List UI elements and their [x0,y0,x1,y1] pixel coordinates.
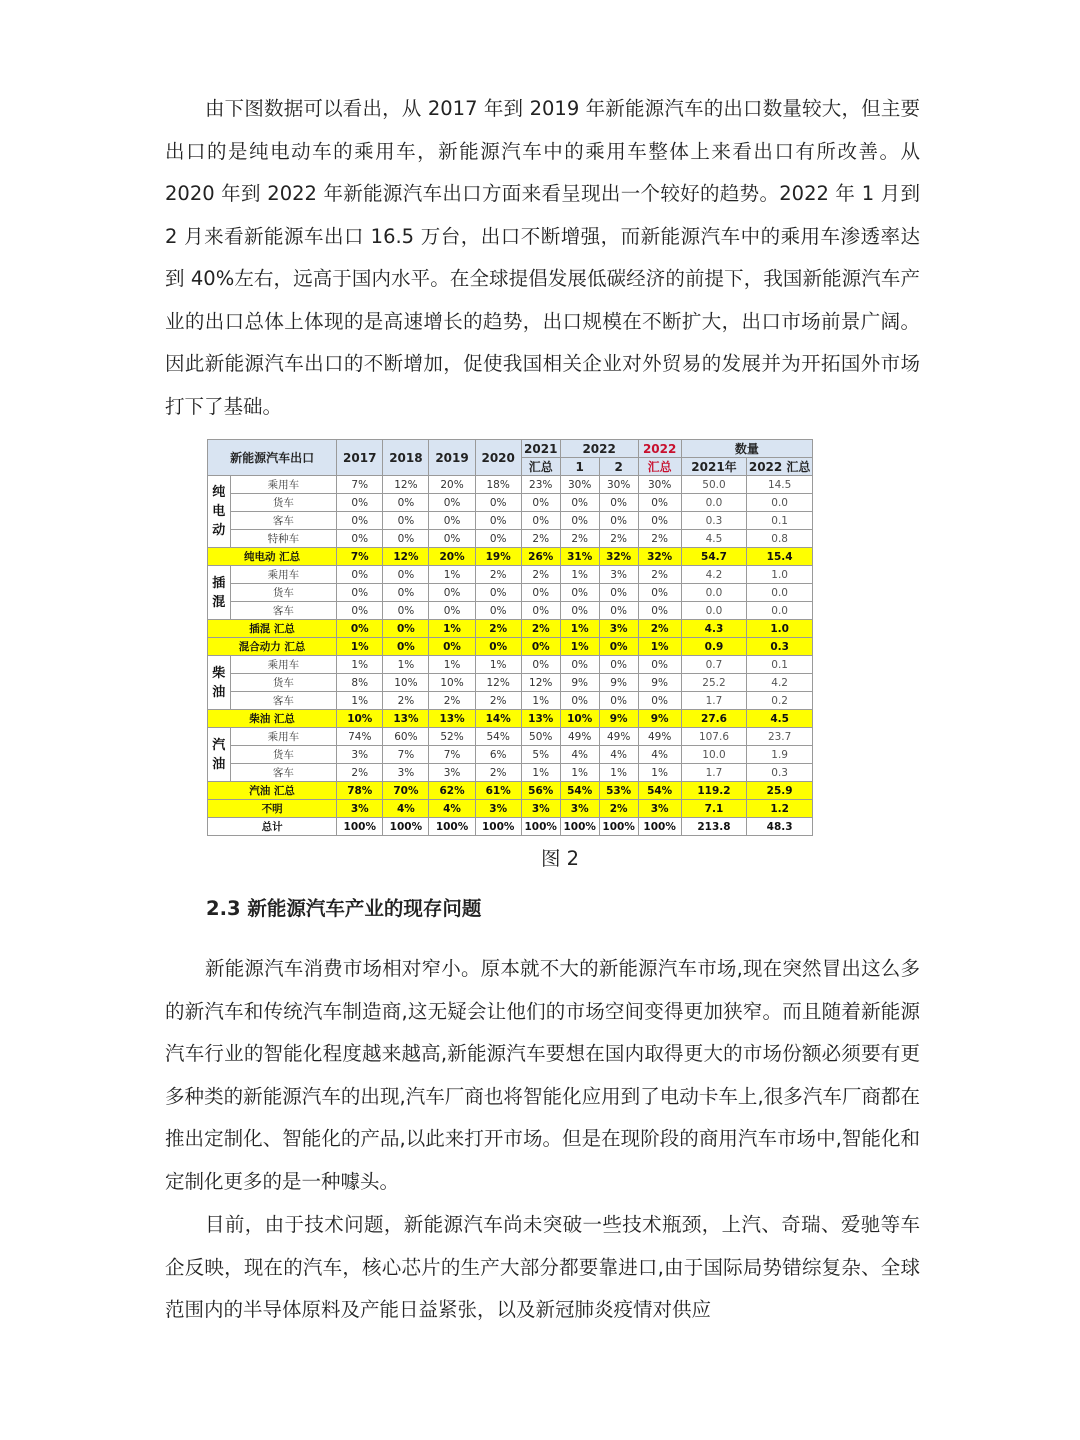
table-cell: 9% [638,674,681,692]
table-cell: 0% [638,512,681,530]
table-cell: 0.9 [681,638,747,656]
table-cell: 0% [337,620,383,638]
table-cell: 0% [383,494,429,512]
table-cell: 0% [560,656,599,674]
table-row [208,584,813,602]
table-cell: 0% [429,584,475,602]
table-cell: 4.2 [747,674,813,692]
table-cell: 2% [638,530,681,548]
table-row [208,476,813,494]
table-cell: 1% [337,638,383,656]
table-cell: 0% [383,566,429,584]
table-cell: 3% [560,800,599,818]
table-cell: 30% [560,476,599,494]
body-paragraph-1: 新能源汽车消费市场相对窄小。原本就不大的新能源汽车市场,现在突然冒出这么多的新汽车和传统汽车制造商,这无疑会让他们的市场空间变得更加狭窄。而且随着新能源汽车行业的智能化程度越来越高,新能源汽车要想在国内取得更大的市场份额必须要有更多种类的新能源汽车的出现,汽车厂商也将智能化应用到了电动卡车上,很多汽车厂商都在推出定制化、智能化的产品,以此来打开市场。但是在现阶段的商用汽车市场中,智能化和定制化更多的是一种噱头。 [165,957,920,1193]
table-cell: 0% [599,638,638,656]
table-cell: 0% [638,494,681,512]
table-cell: 2% [521,530,560,548]
table-cell: 0% [560,494,599,512]
table-cell: 0.3 [747,764,813,782]
table-cell: 0.3 [747,638,813,656]
table-cell: 50.0 [681,476,747,494]
table-cell: 27.6 [681,710,747,728]
table-cell: 0% [337,602,383,620]
table-cell: 0% [521,512,560,530]
col-2022-total-sub: 汇总 [638,458,681,476]
table-cell: 3% [638,800,681,818]
table-cell: 4% [599,746,638,764]
table-cell: 1% [383,656,429,674]
table-cell: 4.5 [747,710,813,728]
table-cell: 1% [429,566,475,584]
table-cell: 0.1 [747,656,813,674]
table-cell: 25.2 [681,674,747,692]
table-cell: 1% [599,764,638,782]
table-row-subtotal [208,782,813,800]
table-cell: 1.7 [681,764,747,782]
table-cell: 32% [599,548,638,566]
col-2018: 2018 [383,440,429,476]
table-cell: 7% [383,746,429,764]
table-title: 新能源汽车出口 [208,440,337,476]
intro-paragraph: 由下图数据可以看出，从 2017 年到 2019 年新能源汽车的出口数量较大，但主要出口的是纯电动车的乘用车，新能源汽车中的乘用车整体上来看出口有所改善。从 2020 年到 2022 年新能源汽车出口方面来看呈现出一个较好的趋势。2022 年 1 月到 2 月来看新能源车出口 16.5 万台，出口不断增强，而新能源汽车中的乘用车渗透率达到 40%左右，远高于国内水平。在全球提倡发展低碳经济的前提下，我国新能源汽车产业的出口总体上体现的是高速增长的趋势，出口规模在不断扩大，出口市场前景广阔。因此新能源汽车出口的不断增加，促使我国相关企业对外贸易的发展并为开拓国外市场打下了基础。 [165,97,920,418]
table-cell: 3% [337,800,383,818]
table-cell: 9% [599,710,638,728]
table-row-subtotal [208,800,813,818]
table-cell: 26% [521,548,560,566]
table-cell: 3% [521,800,560,818]
table-cell: 53% [599,782,638,800]
col-2019: 2019 [429,440,475,476]
table-cell: 100% [638,818,681,836]
table-cell: 54% [638,782,681,800]
col-qty-2021: 2021年 [681,458,747,476]
row-label: 乘用车 [230,656,337,674]
col-2022-months: 2022 [560,440,638,458]
table-cell: 0% [521,494,560,512]
table-cell: 2% [475,764,521,782]
table-cell: 9% [560,674,599,692]
row-label: 插混 汇总 [208,620,337,638]
table-cell: 100% [429,818,475,836]
table-cell: 9% [638,710,681,728]
table-cell: 23% [521,476,560,494]
export-data-table [207,439,813,836]
table-cell: 0% [638,602,681,620]
table-cell: 0% [521,656,560,674]
table-cell: 12% [383,548,429,566]
table-cell: 0% [475,584,521,602]
col-2021: 2021 [521,440,560,458]
table-cell: 49% [560,728,599,746]
table-cell: 0% [475,638,521,656]
row-label: 乘用车 [230,476,337,494]
table-cell: 0.0 [747,584,813,602]
row-label: 混合动力 汇总 [208,638,337,656]
table-cell: 56% [521,782,560,800]
table-cell: 20% [429,548,475,566]
table-cell: 49% [599,728,638,746]
col-2017: 2017 [337,440,383,476]
table-row [208,494,813,512]
row-label: 货车 [230,494,337,512]
table-cell: 12% [521,674,560,692]
table-row-subtotal [208,548,813,566]
table-cell: 23.7 [747,728,813,746]
figure-caption: 图 2 [540,847,580,870]
row-label: 乘用车 [230,728,337,746]
table-cell: 13% [429,710,475,728]
col-2020: 2020 [475,440,521,476]
col-month-2: 2 [599,458,638,476]
table-cell: 0% [475,530,521,548]
header-row-1 [208,440,813,458]
table-cell: 100% [521,818,560,836]
table-cell: 2% [599,530,638,548]
table-row-subtotal [208,710,813,728]
col-quantity: 数量 [681,440,812,458]
table-cell: 8% [337,674,383,692]
table-row-total [208,818,813,836]
table-cell: 4% [429,800,475,818]
table-cell: 107.6 [681,728,747,746]
table-cell: 0% [337,566,383,584]
table-cell: 0% [599,512,638,530]
table-cell: 0% [429,602,475,620]
row-label: 货车 [230,584,337,602]
table-cell: 52% [429,728,475,746]
table-cell: 2% [475,692,521,710]
table-cell: 0.0 [747,494,813,512]
table-cell: 1% [560,764,599,782]
row-label: 客车 [230,692,337,710]
table-row [208,692,813,710]
table-cell: 9% [599,674,638,692]
table-cell: 15.4 [747,548,813,566]
table-cell: 31% [560,548,599,566]
table-cell: 50% [521,728,560,746]
table-cell: 0% [599,602,638,620]
table-row [208,674,813,692]
table-cell: 1% [475,656,521,674]
table-cell: 62% [429,782,475,800]
table-cell: 10% [383,674,429,692]
table-cell: 2% [429,692,475,710]
table-cell: 10% [337,710,383,728]
table-cell: 1.0 [747,620,813,638]
table-cell: 1.0 [747,566,813,584]
table-row [208,530,813,548]
table-cell: 0% [475,602,521,620]
table-cell: 2% [383,692,429,710]
table-row-subtotal [208,638,813,656]
table-cell: 1% [560,620,599,638]
table-cell: 0% [337,494,383,512]
table-cell: 0% [383,602,429,620]
group-label-diesel: 柴油 [208,656,231,710]
table-cell: 78% [337,782,383,800]
table-cell: 0% [560,584,599,602]
table-cell: 2% [560,530,599,548]
table-cell: 0% [429,494,475,512]
table-cell: 0.0 [681,602,747,620]
table-cell: 1.9 [747,746,813,764]
col-qty-2022: 2022 汇总 [747,458,813,476]
table-row [208,728,813,746]
table-cell: 0% [383,530,429,548]
table-cell: 1% [337,656,383,674]
table-row [208,746,813,764]
table-cell: 48.3 [747,818,813,836]
table-cell: 100% [383,818,429,836]
table-cell: 0% [337,584,383,602]
row-label: 货车 [230,674,337,692]
table-cell: 1% [521,764,560,782]
table-cell: 0% [599,584,638,602]
table-cell: 1% [429,656,475,674]
table-row [208,566,813,584]
table-cell: 2% [638,566,681,584]
row-label: 乘用车 [230,566,337,584]
table-cell: 7.1 [681,800,747,818]
table-cell: 1% [638,764,681,782]
table-cell: 0% [383,620,429,638]
table-cell: 54% [475,728,521,746]
table-cell: 7% [337,548,383,566]
table-cell: 13% [383,710,429,728]
table-cell: 2% [521,620,560,638]
table-cell: 100% [599,818,638,836]
body-paragraph-2: 目前，由于技术问题，新能源汽车尚未突破一些技术瓶颈，上汽、奇瑞、爱驰等车企反映，现在的汽车，核心芯片的生产大部分都要靠进口,由于国际局势错综复杂、全球范围内的半导体原料及产能日益紧张，以及新冠肺炎疫情对供应 [165,1213,920,1321]
table-cell: 4% [560,746,599,764]
table-cell: 0% [599,692,638,710]
table-cell: 0% [521,638,560,656]
col-2021-sub: 汇总 [521,458,560,476]
table-cell: 100% [560,818,599,836]
table-cell: 0% [383,638,429,656]
table-cell: 30% [599,476,638,494]
row-label: 客车 [230,512,337,530]
table-cell: 0% [638,692,681,710]
table-cell: 19% [475,548,521,566]
table-cell: 4% [638,746,681,764]
row-label: 客车 [230,764,337,782]
col-month-1: 1 [560,458,599,476]
table-cell: 3% [429,764,475,782]
table-cell: 3% [475,800,521,818]
table-cell: 7% [337,476,383,494]
table-cell: 0% [560,512,599,530]
table-cell: 0% [475,494,521,512]
table-cell: 2% [521,566,560,584]
row-label: 客车 [230,602,337,620]
table-cell: 100% [475,818,521,836]
table-cell: 0% [475,512,521,530]
table-cell: 5% [521,746,560,764]
table-cell: 20% [429,476,475,494]
table-cell: 6% [475,746,521,764]
table-row [208,602,813,620]
table-cell: 74% [337,728,383,746]
table-cell: 2% [475,566,521,584]
table-cell: 7% [429,746,475,764]
table-cell: 0.0 [747,602,813,620]
table-cell: 0% [337,530,383,548]
table-cell: 0.0 [681,584,747,602]
table-cell: 18% [475,476,521,494]
row-label: 不明 [208,800,337,818]
table-cell: 0% [560,602,599,620]
group-label-bev: 纯电动 [208,476,231,548]
table-cell: 100% [337,818,383,836]
table-cell: 213.8 [681,818,747,836]
row-label: 汽油 汇总 [208,782,337,800]
table-cell: 2% [337,764,383,782]
table-cell: 0% [429,512,475,530]
row-label: 柴油 汇总 [208,710,337,728]
table-cell: 1.2 [747,800,813,818]
table-cell: 1% [429,620,475,638]
table-cell: 14.5 [747,476,813,494]
table-cell: 1% [337,692,383,710]
table-cell: 1% [521,692,560,710]
table-cell: 14% [475,710,521,728]
table-cell: 3% [599,620,638,638]
table-cell: 0.1 [747,512,813,530]
table-cell: 10.0 [681,746,747,764]
table-cell: 0% [638,656,681,674]
table-row [208,764,813,782]
table-cell: 1% [560,566,599,584]
table-cell: 0% [599,656,638,674]
group-label-gasoline: 汽油 [208,728,231,782]
table-cell: 1.7 [681,692,747,710]
table-cell: 0% [383,512,429,530]
table-cell: 0.3 [681,512,747,530]
table-cell: 1% [638,638,681,656]
table-cell: 0% [521,602,560,620]
table-cell: 54% [560,782,599,800]
table-cell: 54.7 [681,548,747,566]
table-cell: 2% [599,800,638,818]
table-cell: 0% [521,584,560,602]
table-cell: 0.7 [681,656,747,674]
table-row [208,512,813,530]
table-row [208,656,813,674]
table-cell: 1% [560,638,599,656]
table-cell: 60% [383,728,429,746]
table-cell: 0% [599,494,638,512]
row-label: 特种车 [230,530,337,548]
table-cell: 0.0 [681,494,747,512]
table-cell: 2% [475,620,521,638]
row-label: 货车 [230,746,337,764]
table-cell: 3% [337,746,383,764]
table-cell: 25.9 [747,782,813,800]
table-cell: 13% [521,710,560,728]
table-cell: 12% [475,674,521,692]
table-cell: 0% [429,530,475,548]
row-label: 总计 [208,818,337,836]
table-cell: 49% [638,728,681,746]
table-cell: 3% [383,764,429,782]
col-2022-total: 2022 [638,440,681,458]
table-cell: 4.5 [681,530,747,548]
table-cell: 0% [337,512,383,530]
table-cell: 10% [429,674,475,692]
table-cell: 2% [638,620,681,638]
table-cell: 4.3 [681,620,747,638]
table-cell: 12% [383,476,429,494]
section-heading: 2.3 新能源汽车产业的现存问题 [206,897,482,920]
table-cell: 0.8 [747,530,813,548]
table-cell: 0% [429,638,475,656]
table-cell: 0.2 [747,692,813,710]
export-data-table-figure [207,439,813,831]
table-cell: 3% [599,566,638,584]
table-cell: 30% [638,476,681,494]
table-cell: 10% [560,710,599,728]
table-cell: 0% [638,584,681,602]
table-cell: 4.2 [681,566,747,584]
group-label-phev: 插混 [208,566,231,620]
table-cell: 0% [560,692,599,710]
table-row-subtotal [208,620,813,638]
table-cell: 32% [638,548,681,566]
row-label: 纯电动 汇总 [208,548,337,566]
table-cell: 119.2 [681,782,747,800]
table-cell: 0% [383,584,429,602]
table-cell: 61% [475,782,521,800]
table-cell: 70% [383,782,429,800]
table-cell: 4% [383,800,429,818]
